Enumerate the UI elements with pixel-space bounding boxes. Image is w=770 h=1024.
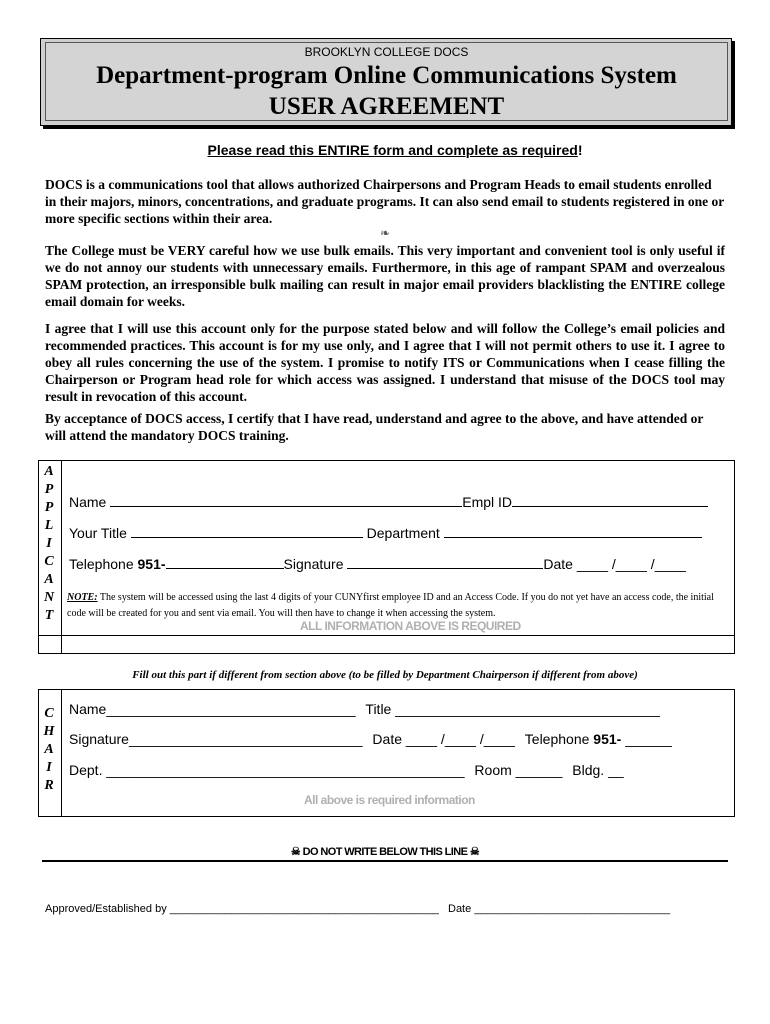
chair-dept-field[interactable]: ______________________________________________ xyxy=(106,762,465,778)
chair-bldg-field[interactable]: __ xyxy=(608,762,624,778)
approval-date-field[interactable]: ________________________________ xyxy=(474,903,671,915)
side-letter: P xyxy=(44,482,54,497)
side-letter: N xyxy=(43,590,55,605)
date-field[interactable]: ____ /____ /____ xyxy=(576,556,686,572)
chair-signature-field[interactable]: ______________________________ xyxy=(128,731,363,747)
telephone-prefix: 951- xyxy=(137,556,166,572)
title-label: Your Title xyxy=(69,525,127,541)
chair-dept-row xyxy=(69,762,624,778)
side-letter: L xyxy=(44,518,54,533)
side-letter: P xyxy=(44,500,54,515)
read-notice-mark: ! xyxy=(577,142,583,158)
chair-room-label: Room xyxy=(474,762,512,778)
title-field[interactable] xyxy=(131,524,363,538)
side-letter: R xyxy=(44,778,54,793)
chair-bldg-label: Bldg. xyxy=(572,762,605,778)
paragraph-certification: By acceptance of DOCS access, I certify that I have read, understand and agree to the above, and have attended or will attend the mandatory DOCS training. xyxy=(45,411,704,443)
chair-telephone-field[interactable]: ______ xyxy=(625,731,672,747)
chair-instructions: Fill out this part if different from section above (to be filled by Department Chairperson if different from above) xyxy=(132,669,638,681)
name-field[interactable] xyxy=(110,493,462,507)
name-label: Name xyxy=(69,494,107,510)
chair-name-field[interactable]: ________________________________ xyxy=(106,701,356,717)
chair-telephone-prefix: 951- xyxy=(593,731,622,747)
side-letter: A xyxy=(44,464,54,479)
side-letter: T xyxy=(44,608,54,623)
chair-title-field[interactable]: __________________________________ xyxy=(395,701,660,717)
empl-id-label: Empl ID xyxy=(462,494,513,510)
approved-label: Approved/Established by xyxy=(45,903,167,915)
chair-dept-label: Dept. xyxy=(69,762,103,778)
approved-field[interactable]: ____________________________________________ xyxy=(169,903,439,915)
divider-rule xyxy=(42,860,728,862)
chair-title-label: Title xyxy=(365,701,392,717)
chair-column-divider xyxy=(61,690,62,816)
side-letter: A xyxy=(44,572,54,587)
chair-signature-row xyxy=(69,731,672,747)
department-field[interactable] xyxy=(444,524,702,538)
applicant-telephone-row xyxy=(69,555,686,572)
telephone-label: Telephone xyxy=(69,556,134,572)
ornament-icon: ❧ xyxy=(380,226,391,240)
chair-telephone-label: Telephone xyxy=(524,731,590,747)
applicant-name-row xyxy=(69,493,708,510)
empl-id-field[interactable] xyxy=(512,493,708,507)
chair-date-label: Date xyxy=(372,731,402,747)
skull-icon: ☠ xyxy=(469,846,480,858)
note-text: The system will be accessed using the last 4 digits of your CUNYfirst employee ID and an Access Code. If you do not yet have an access code, the initial code will be created for you and sent via email. You will then have to change it when accessing the system. xyxy=(67,592,714,619)
document-title: Department-program Online Communications System xyxy=(96,62,677,89)
header-inner-panel xyxy=(45,42,728,121)
read-notice xyxy=(0,142,770,158)
chair-required-notice: All above is required information xyxy=(304,793,475,807)
side-letter: H xyxy=(43,724,55,739)
chair-side-label xyxy=(38,705,60,795)
approval-date-label: Date xyxy=(448,903,472,915)
header-box xyxy=(40,38,732,126)
chair-date-field[interactable]: ____ /____ /____ xyxy=(405,731,515,747)
brand-label: BROOKLYN COLLEGE DOCS xyxy=(304,45,469,59)
side-letter: C xyxy=(44,554,54,569)
paragraph-intro: DOCS is a communications tool that allows authorized Chairpersons and Program Heads to email students enrolled in their majors, minors, concentrations, and graduate programs. It can also send email to students registered in one or more specific sections within their area. xyxy=(45,177,724,226)
access-note xyxy=(67,590,727,622)
document-subtitle: USER AGREEMENT xyxy=(268,93,505,120)
applicant-title-row xyxy=(69,524,702,541)
applicant-required-notice: ALL INFORMATION ABOVE IS REQUIRED xyxy=(300,619,521,633)
note-label: NOTE: xyxy=(67,592,98,603)
chair-name-row xyxy=(69,701,660,717)
read-notice-text: Please read this ENTIRE form and complete as required xyxy=(207,142,578,158)
applicant-column-divider xyxy=(61,461,62,653)
department-label: Department xyxy=(366,525,440,541)
chair-name-label: Name xyxy=(69,701,107,717)
applicant-side-label xyxy=(38,463,60,625)
telephone-field[interactable] xyxy=(166,555,284,569)
chair-signature-label: Signature xyxy=(69,731,129,747)
approval-row xyxy=(45,903,670,915)
signature-field[interactable] xyxy=(347,555,543,569)
chair-room-field[interactable]: ______ xyxy=(515,762,563,778)
applicant-row-divider xyxy=(39,635,734,636)
side-letter: I xyxy=(46,760,52,775)
paragraph-agreement: I agree that I will use this account only for the purpose stated below and will follow the College’s email policies and recommended practices. This account is for my use only, and I agree that I will not permit others to use it. I agree to obey all rules concerning the use of the system. I promise to notify ITS or Communications when I cease filling the Chairperson or Program head role for which access was assigned. I understand that misuse of the DOCS tool may result in revocation of this account. xyxy=(45,321,725,404)
skull-icon: ☠ xyxy=(290,846,301,858)
side-letter: C xyxy=(44,706,54,721)
side-letter: I xyxy=(46,536,52,551)
signature-label: Signature xyxy=(283,556,344,572)
do-not-write-notice xyxy=(0,845,770,858)
do-not-write-text: DO NOT WRITE BELOW THIS LINE xyxy=(302,846,468,858)
side-letter: A xyxy=(44,742,54,757)
date-label: Date xyxy=(543,556,573,572)
paragraph-bulk-email: The College must be VERY careful how we use bulk emails. This very important and convenient tool is only useful if we do not annoy our students with unnecessary emails. Furthermore, in this age of rampant SPAM and overzealous SPAM protection, an irresponsible bulk mailing can result in major email providers blacklisting the ENTIRE college email domain for weeks. xyxy=(45,243,725,309)
